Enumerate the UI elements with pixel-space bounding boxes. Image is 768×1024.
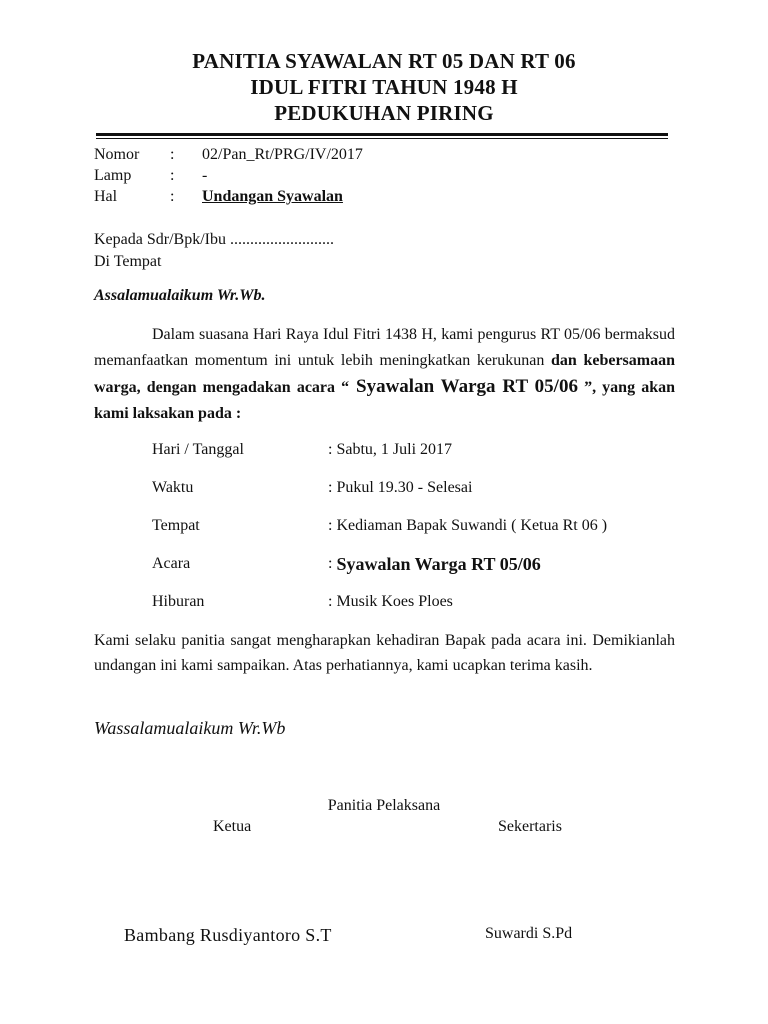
letterhead (0, 48, 768, 126)
letterhead-line-1: PANITIA SYAWALAN RT 05 DAN RT 06 (192, 49, 576, 73)
recipient-line: Kepada Sdr/Bpk/Ibu .......................... (94, 231, 334, 248)
detail-value: : Pukul 19.30 - Selesai (328, 479, 473, 496)
body-text-b: dan kebersamaan warga, dengan mengadakan acara “ (94, 352, 676, 396)
detail-row-time (152, 475, 607, 513)
signature-role-secretary: Sekertaris (498, 818, 562, 835)
closing-greeting: Wassalamualaikum Wr.Wb (94, 718, 286, 738)
detail-label: Hari / Tanggal (152, 441, 244, 458)
meta-label: Hal (94, 188, 118, 205)
meta-colon: : (170, 188, 175, 205)
meta-value: 02/Pan_Rt/PRG/IV/2017 (202, 146, 363, 163)
recipient-address (94, 229, 334, 273)
opening-greeting: Assalamualaikum Wr.Wb. (94, 287, 266, 304)
signature-name-secretary: Suwardi S.Pd (485, 925, 573, 942)
detail-row-place (152, 513, 607, 551)
body-paragraph (94, 322, 675, 427)
detail-row-event (152, 551, 607, 589)
meta-value: - (202, 167, 208, 184)
letterhead-line-3: PEDUKUHAN PIRING (274, 101, 494, 125)
closing-paragraph: Kami selaku panitia sangat mengharapkan kehadiran Bapak pada acara ini. Demikianlah undangan ini kami sampaikan. Atas perhatiannya, kami ucapkan terima kasih. (94, 632, 675, 674)
detail-label: Acara (152, 555, 191, 572)
detail-value: : Kediaman Bapak Suwandi ( Ketua Rt 06 ) (328, 517, 608, 534)
detail-label: Tempat (152, 517, 200, 534)
body-text-a: Dalam suasana Hari Raya Idul Fitri 1438 H, kami pengurus RT 05/06 bermaksud memanfaatkan momentum ini untuk lebih meningkatkan kerukunan (94, 326, 675, 369)
detail-value: : Sabtu, 1 Juli 2017 (328, 441, 453, 458)
meta-row-hal (94, 186, 363, 207)
detail-label: Hiburan (152, 593, 205, 610)
meta-label: Nomor (94, 146, 140, 163)
detail-event-name: Syawalan Warga RT 05/06 (336, 554, 541, 574)
letterhead-line-2: IDUL FITRI TAHUN 1948 H (250, 75, 518, 99)
signature-role-chair: Ketua (213, 818, 252, 835)
meta-label: Lamp (94, 167, 132, 184)
committee-title: Panitia Pelaksana (327, 797, 441, 814)
meta-colon: : (170, 167, 175, 184)
detail-label: Waktu (152, 479, 194, 496)
detail-row-date (152, 437, 607, 475)
letterhead-divider-thin (96, 138, 668, 139)
detail-value: : Musik Koes Ploes (328, 593, 453, 610)
letter-meta (94, 144, 363, 207)
signature-name-chair: Bambang Rusdiyantoro S.T (124, 925, 332, 945)
detail-row-entertainment (152, 589, 607, 627)
detail-colon: : (328, 555, 337, 572)
meta-row-nomor (94, 144, 363, 165)
event-name-inline: Syawalan Warga RT 05/06 (349, 376, 578, 397)
meta-colon: : (170, 146, 175, 163)
meta-row-lamp (94, 165, 363, 186)
body-text-d: ”, yang akan kami laksakan pada : (94, 379, 675, 422)
recipient-place: Di Tempat (94, 253, 162, 270)
event-details (152, 437, 607, 627)
meta-subject: Undangan Syawalan (202, 188, 343, 205)
letterhead-divider-thick (96, 133, 668, 136)
